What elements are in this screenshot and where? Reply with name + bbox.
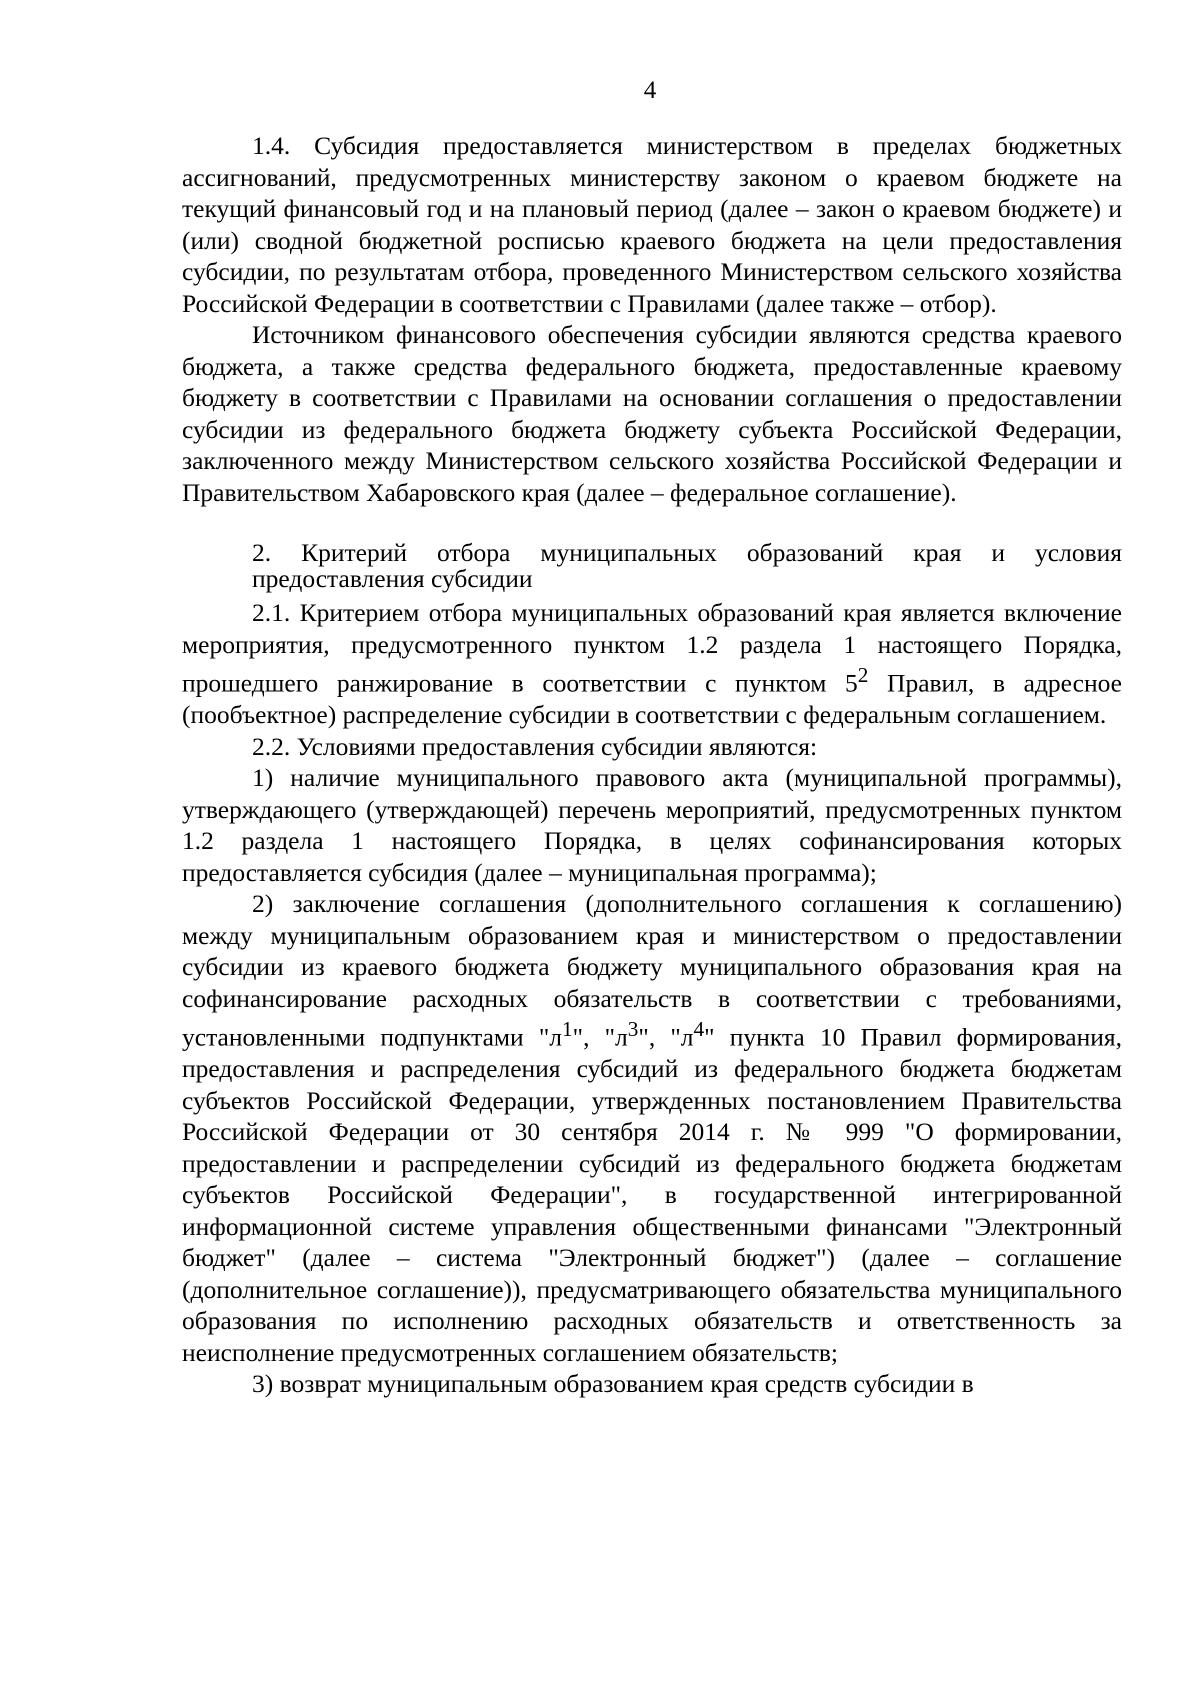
paragraph-2-1-superscript: 2 xyxy=(857,663,869,687)
paragraph-1-4: 1.4. Субсидия предоставляется министерством в пределах бюджетных ассигнований, предусмотренных министерству законом о краевом бюджете на текущий финансовый год и на плановый период (далее – закон о краевом бюджете) и (или) сводной бюджетной росписью краевого бюджета на цели предоставления субсидии, по результатам отбора, проведенного Министерством сельского хозяйства Российской Федерации в соответствии с Правилами (далее также – отбор). xyxy=(182,131,1122,318)
superscript-l1: 1 xyxy=(562,1017,573,1041)
condition-item-3: 3) возврат муниципальным образованием края средств субсидии в xyxy=(252,1369,974,1398)
section-2-heading: 2. Критерий отбора муниципальных образований края и условия предоставления субсидии xyxy=(252,538,1122,593)
condition-item-2-text-b: ", "л xyxy=(572,1022,628,1052)
paragraph-2-2: 2.2. Условиями предоставления субсидии являются: xyxy=(252,731,818,761)
condition-item-2-text-c: ", "л xyxy=(638,1022,694,1052)
condition-item-2-text-a: 2) заключение соглашения (дополнительного соглашения к соглашению) между муниципальным образованием края и министерством о предоставлении субсидии из краевого бюджета бюджету муниципального образования края на софинансирование расходных обязательств в соответствии с требованиями, установленными подпунктами "л xyxy=(182,889,1122,1052)
condition-item-2 xyxy=(182,888,1122,1368)
paragraph-2-1-text-a: 2.1. Критерием отбора муниципальных образований края является включение мероприятия, предусмотренного пунктом 1.2 раздела 1 настоящего Порядка, прошедшего ранжирование в соответствии с пунктом 5 xyxy=(182,598,1122,698)
paragraph-2-1-text-b: Правил, в адресное (пообъектное) распределение субсидии в соответствии с федеральным соглашением. xyxy=(182,668,1122,729)
paragraph-funding-source: Источником финансового обеспечения субсидии являются средства краевого бюджета, а также средства федерального бюджета, предоставленные краевому бюджету в соответствии с Правилами на основании соглашения о предоставлении субсидии из федерального бюджета бюджету субъекта Российской Федерации, заключенного между Министерством сельского хозяйства Российской Федерации и Правительством Хабаровского края (далее – федеральное соглашение). xyxy=(182,320,1122,507)
condition-item-2-text-d: " пункта 10 Правил формирования, предоставления и распределения субсидий из федерального бюджета бюджетам субъектов Российской Федерации, утвержденных постановлением Правительства Российской Федерации от 30 сентября 2014 г. № 999 "О формировании, предоставлении и распределении субсидий из федерального бюджета бюджетам субъектов Российской Федерации", в государственной интегрированной информационной системе управления общественными финансами "Электронный бюджет" (далее – система "Электронный бюджет") (далее – соглашение (дополнительное соглашение)), предусматривающего обязательства муниципального образования по исполнению расходных обязательств и ответственность за неисполнение предусмотренных соглашением обязательств; xyxy=(182,1022,1122,1367)
page-number: 4 xyxy=(643,77,657,104)
superscript-l3: 3 xyxy=(627,1017,639,1041)
document-body xyxy=(182,130,1122,1400)
paragraph-2-1 xyxy=(182,597,1122,731)
condition-item-1: 1) наличие муниципального правового акта (муниципальной программы), утверждающего (утверждающей) перечень мероприятий, предусмотренных пунктом 1.2 раздела 1 настоящего Порядка, в целях софинансирования которых предоставляется субсидия (далее – муниципальная программа); xyxy=(182,763,1122,887)
superscript-l4: 4 xyxy=(693,1017,705,1041)
